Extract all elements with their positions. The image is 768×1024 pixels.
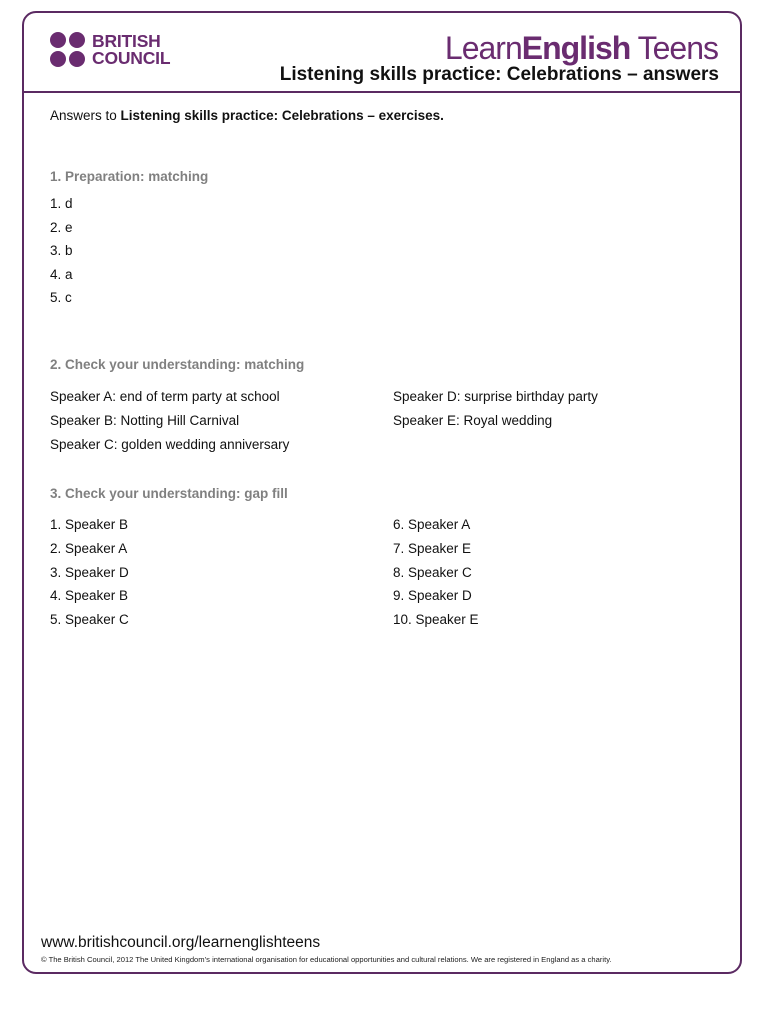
logo-line-2: COUNCIL — [92, 47, 171, 68]
section-2-heading: 2. Check your understanding: matching — [50, 357, 305, 372]
list-item: 5. c — [50, 290, 72, 306]
section-2-left-list — [50, 385, 289, 456]
section-1-heading: 1. Preparation: matching — [50, 169, 209, 184]
brand-english: English — [521, 30, 631, 66]
list-item: 3. b — [50, 243, 73, 259]
list-item: 7. Speaker E — [393, 540, 472, 556]
page-title: Listening skills practice: Celebrations – answers — [279, 64, 719, 85]
list-item: 1. d — [50, 196, 73, 211]
list-item: 4. Speaker B — [50, 588, 129, 604]
intro-text — [50, 107, 444, 125]
intro-exercise-title: Listening skills practice: Celebrations – exercises. — [120, 108, 444, 123]
list-item: 5. Speaker C — [50, 612, 129, 628]
list-item: 9. Speaker D — [393, 588, 472, 604]
list-item: 3. Speaker D — [50, 564, 129, 580]
list-item: 8. Speaker C — [393, 564, 472, 580]
logo-line-1: BRITISH — [92, 31, 161, 51]
british-council-logo — [50, 32, 170, 67]
list-item: 4. a — [50, 266, 73, 282]
learnenglish-teens-brand — [445, 29, 718, 67]
header-divider — [24, 91, 742, 93]
section-3-left-list — [50, 513, 129, 632]
section-2-right-list — [393, 385, 598, 433]
list-item: Speaker E: Royal wedding — [393, 412, 553, 428]
list-item: 2. Speaker A — [50, 540, 128, 556]
list-item: 6. Speaker A — [393, 517, 471, 532]
brand-learn: Learn — [444, 30, 522, 66]
list-item: 10. Speaker E — [393, 612, 479, 628]
footer-url-link[interactable]: www.britishcouncil.org/learnenglishteens — [41, 934, 321, 951]
brand-teens: Teens — [630, 30, 718, 66]
list-item: Speaker C: golden wedding anniversary — [50, 436, 290, 452]
logo-dots-icon — [50, 32, 85, 67]
section-1-list — [50, 192, 73, 310]
logo-text — [92, 33, 170, 66]
list-item: Speaker D: surprise birthday party — [393, 389, 598, 404]
list-item: Speaker B: Notting Hill Carnival — [50, 412, 240, 428]
list-item: 1. Speaker B — [50, 517, 129, 532]
list-item: Speaker A: end of term party at school — [50, 389, 280, 404]
list-item: 2. e — [50, 219, 73, 235]
section-3-right-list — [393, 513, 479, 632]
intro-prefix: Answers to — [50, 108, 121, 123]
section-3-heading: 3. Check your understanding: gap fill — [50, 486, 288, 501]
footer-copyright: © The British Council, 2012 The United Kingdom’s international organisation for educational opportunities and cultural relations. We are registered in England as a charity. — [41, 955, 612, 964]
